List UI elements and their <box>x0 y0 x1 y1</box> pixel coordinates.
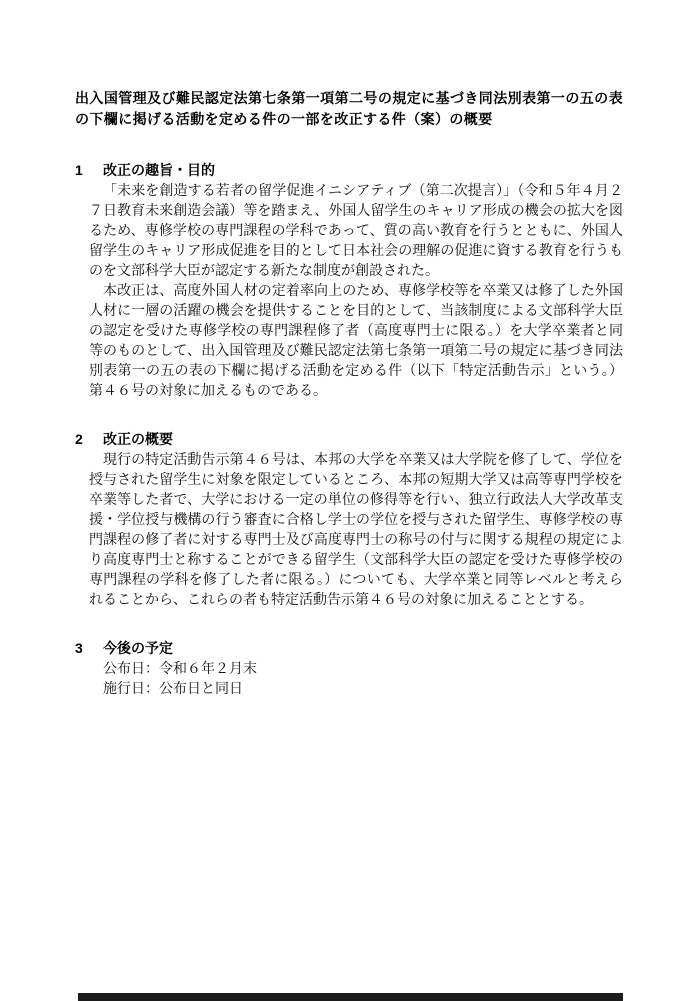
section-purpose-heading <box>75 160 623 180</box>
section-purpose <box>75 160 623 402</box>
section-overview-body <box>89 451 623 611</box>
section-schedule-number: 3 <box>75 640 83 656</box>
section-overview-title: 改正の概要 <box>103 431 173 447</box>
section-schedule <box>75 638 623 700</box>
section-schedule-body <box>89 660 623 700</box>
section-purpose-body <box>89 182 623 402</box>
section-overview-heading <box>75 429 623 449</box>
paragraph: 現行の特定活動告示第４６号は、本邦の大学を卒業又は大学院を修了して、学位を授与された留学生に対象を限定しているところ、本邦の短期大学又は高等専門学校を卒業等した者で、大学における一定の単位の修得等を行い、独立行政法人大学改革支援・学位授与機構の行う審査に合格し学士の学位を授与された留学生、専修学校の専門課程の修了者に対する専門士及び高度専門士の称号の付与に関する規程の規定により高度専門士と称することができる留学生（文部科学大臣の認定を受けた専修学校の専門課程の学科を修了した者に限る。）についても、大学卒業と同等レベルと考えられることから、これらの者も特定活動告示第４６号の対象に加えることとする。 <box>89 453 623 608</box>
section-overview-number: 2 <box>75 431 83 447</box>
section-schedule-heading <box>75 638 623 658</box>
schedule-line-enforcement: 施行日：公布日と同日 <box>103 682 243 697</box>
section-schedule-title: 今後の予定 <box>103 640 173 656</box>
section-purpose-number: 1 <box>75 162 83 178</box>
document-title: 出入国管理及び難民認定法第七条第一項第二号の規定に基づき同法別表第一の五の表の下欄に掲げる活動を定める件の一部を改正する件（案）の概要 <box>75 90 623 127</box>
section-purpose-title: 改正の趣旨・目的 <box>103 162 215 178</box>
section-overview <box>75 429 623 611</box>
paragraph: 「未来を創造する若者の留学促進イニシアティブ（第二次提言）」（令和５年４月２７日教育未来創造会議）等を踏まえ、外国人留学生のキャリア形成の機会の拡大を図るため、専修学校の専門課程の学科であって、質の高い教育を行うとともに、外国人留学生のキャリア形成促進を目的として日本社会の理解の促進に資する教育を行うものを文部科学大臣が認定する新たな制度が創設された。 <box>89 184 623 279</box>
schedule-line-promulgation: 公布日：令和６年２月末 <box>103 662 257 677</box>
bottom-page-edge-bar <box>78 993 623 1001</box>
paragraph: 本改正は、高度外国人材の定着率向上のため、専修学校等を卒業又は修了した外国人材に一層の活躍の機会を提供することを目的として、当該制度による文部科学大臣の認定を受けた専修学校の専門課程修了者（高度専門士に限る。）を大学卒業者と同等のものとして、出入国管理及び難民認定法第七条第一項第二号の規定に基づき同法別表第一の五の表の下欄に掲げる活動を定める件（以下「特定活動告示」という。）第４６号の対象に加えるものである。 <box>89 284 623 399</box>
